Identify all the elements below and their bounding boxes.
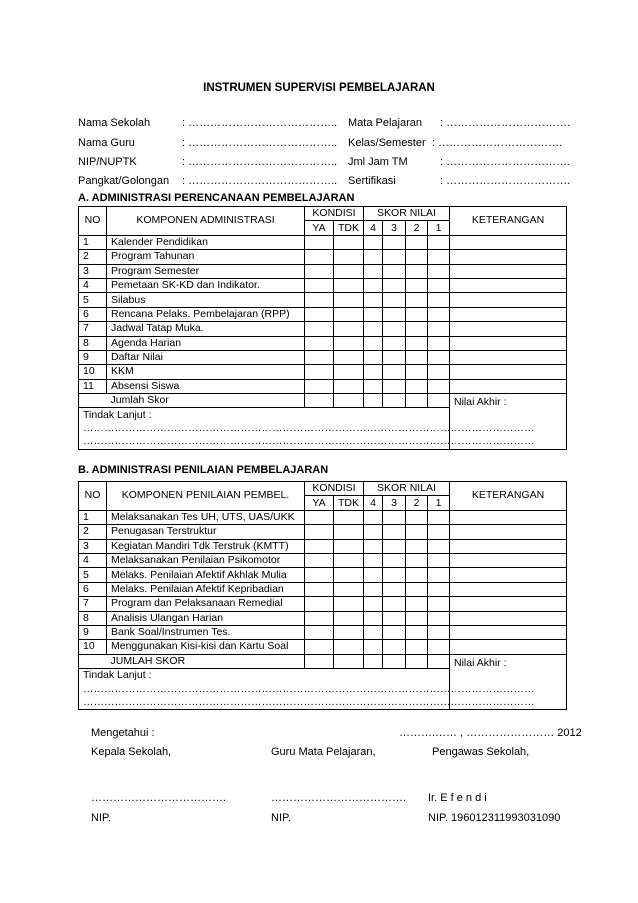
table-row	[79, 365, 567, 379]
cell-skor-3[interactable]	[383, 539, 406, 553]
pengawas-name: Ir. E f e n d i	[428, 792, 487, 804]
cell-tdk[interactable]	[334, 582, 364, 596]
row-component: Melaksanakan Tes UH, UTS, UAS/UKK	[107, 510, 305, 524]
cell-tdk[interactable]	[334, 293, 364, 307]
cell-tdk[interactable]	[334, 322, 364, 336]
cell-skor-1[interactable]	[428, 235, 450, 249]
cell-ya[interactable]	[305, 553, 334, 567]
cell-tdk[interactable]	[334, 625, 364, 639]
guru-name-line: ……………………………….	[271, 792, 407, 804]
cell-skor-3[interactable]	[383, 568, 406, 582]
info-label-kelas: Kelas/Semester	[348, 137, 426, 149]
row-component: Bank Soal/Instrumen Tes.	[107, 625, 305, 639]
row-number: 10	[79, 640, 107, 654]
cell-skor-1[interactable]	[428, 510, 450, 524]
cell-skor-1[interactable]	[428, 525, 450, 539]
cell-ya[interactable]	[305, 640, 334, 654]
table-row	[79, 625, 567, 639]
info-label-nama-guru: Nama Guru	[78, 137, 135, 149]
row-component: Penugasan Terstruktur	[107, 525, 305, 539]
header-skor-3: 3	[383, 496, 406, 510]
cell-skor-3[interactable]	[383, 365, 406, 379]
info-value-nama-guru: : …………………………………..	[182, 137, 338, 149]
info-label-nip: NIP/NUPTK	[78, 156, 137, 168]
header-komponen: KOMPONEN ADMINISTRASI	[107, 207, 305, 236]
date-line: ……….…… , …………………… 2012	[399, 727, 582, 739]
tindak-lanjut-dots-1[interactable]: …………………………………………………………………………………………………………………	[79, 682, 450, 695]
cell-skor-3[interactable]	[383, 336, 406, 350]
cell-skor-2[interactable]	[406, 539, 428, 553]
row-component: Melaks. Penilaian Afektif Akhlak Mulia	[107, 568, 305, 582]
cell-skor-2[interactable]	[406, 553, 428, 567]
row-number: 4	[79, 278, 107, 292]
cell-skor-4[interactable]	[364, 582, 383, 596]
cell-skor-2[interactable]	[406, 293, 428, 307]
cell-ya[interactable]	[305, 278, 334, 292]
cell-tdk[interactable]	[334, 365, 364, 379]
cell-skor-2[interactable]	[406, 597, 428, 611]
cell-keterangan[interactable]	[450, 235, 567, 249]
cell-ya[interactable]	[305, 525, 334, 539]
row-number: 8	[79, 336, 107, 350]
table-row	[79, 278, 567, 292]
info-value-nip: : …………………………………..	[182, 156, 338, 168]
cell-ya[interactable]	[305, 625, 334, 639]
row-number: 5	[79, 568, 107, 582]
cell-skor-4[interactable]	[364, 525, 383, 539]
section-a-table	[78, 206, 567, 450]
cell-skor-4[interactable]	[364, 611, 383, 625]
cell-skor-3[interactable]	[383, 322, 406, 336]
table-row	[79, 510, 567, 524]
row-component: Agenda Harian	[107, 336, 305, 350]
info-value-mapel: : …………………………….	[440, 117, 571, 129]
header-ya: YA	[305, 221, 334, 235]
guru-nip: NIP.	[271, 812, 291, 824]
cell-skor-1[interactable]	[428, 293, 450, 307]
cell-ya[interactable]	[305, 510, 334, 524]
cell-keterangan[interactable]	[450, 625, 567, 639]
cell-ya[interactable]	[305, 307, 334, 321]
cell-ya[interactable]	[305, 379, 334, 393]
kepsek-name-line: ……………………………….	[91, 792, 227, 804]
cell-skor-1[interactable]	[428, 582, 450, 596]
cell-tdk[interactable]	[334, 379, 364, 393]
row-component: Rencana Pelaks. Pembelajaran (RPP)	[107, 307, 305, 321]
cell-tdk[interactable]	[334, 250, 364, 264]
table-row	[79, 525, 567, 539]
row-number: 4	[79, 553, 107, 567]
cell-skor-4[interactable]	[364, 568, 383, 582]
table-row	[79, 235, 567, 249]
cell-ya[interactable]	[305, 582, 334, 596]
table-row	[79, 250, 567, 264]
row-number: 3	[79, 539, 107, 553]
cell-tdk[interactable]	[334, 640, 364, 654]
cell-ya[interactable]	[305, 235, 334, 249]
cell-ya[interactable]	[305, 539, 334, 553]
cell-skor-4[interactable]	[364, 379, 383, 393]
cell-skor-3[interactable]	[383, 525, 406, 539]
info-value-kelas: : …………………………….	[432, 137, 563, 149]
cell-skor-4[interactable]	[364, 293, 383, 307]
cell-skor-1[interactable]	[428, 307, 450, 321]
row-component: Program dan Pelaksanaan Remedial	[107, 597, 305, 611]
header-skor-1: 1	[428, 221, 450, 235]
cell-keterangan[interactable]	[450, 250, 567, 264]
cell-skor-1[interactable]	[428, 336, 450, 350]
cell-skor-4[interactable]	[364, 510, 383, 524]
cell-tdk[interactable]	[334, 307, 364, 321]
cell-skor-2[interactable]	[406, 611, 428, 625]
cell-skor-1[interactable]	[428, 611, 450, 625]
cell-tdk[interactable]	[334, 264, 364, 278]
cell-keterangan[interactable]	[450, 582, 567, 596]
table-row	[79, 379, 567, 393]
cell-skor-2[interactable]	[406, 235, 428, 249]
cell-keterangan[interactable]	[450, 264, 567, 278]
cell-ya[interactable]	[305, 350, 334, 364]
cell-ya[interactable]	[305, 365, 334, 379]
nilai-akhir-label: Nilai Akhir :	[454, 656, 507, 669]
cell-skor-1[interactable]	[428, 553, 450, 567]
row-component: Silabus	[107, 293, 305, 307]
cell-keterangan[interactable]	[450, 510, 567, 524]
cell-tdk[interactable]	[334, 235, 364, 249]
cell-skor-3[interactable]	[383, 611, 406, 625]
row-number: 7	[79, 597, 107, 611]
cell-keterangan[interactable]	[450, 365, 567, 379]
row-number: 1	[79, 510, 107, 524]
table-row	[79, 293, 567, 307]
header-no: NO	[79, 207, 107, 236]
cell-skor-4[interactable]	[364, 553, 383, 567]
cell-tdk[interactable]	[334, 539, 364, 553]
cell-skor-2[interactable]	[406, 625, 428, 639]
header-tdk: TDK	[334, 496, 364, 510]
cell-keterangan[interactable]	[450, 322, 567, 336]
table-row	[79, 611, 567, 625]
header-keterangan: KETERANGAN	[450, 482, 567, 511]
row-component: Melaksanakan Penilaian Psikomotor	[107, 553, 305, 567]
header-skor: SKOR NILAI	[364, 207, 450, 221]
row-component: KKM	[107, 365, 305, 379]
cell-skor-4[interactable]	[364, 307, 383, 321]
header-skor-2: 2	[406, 221, 428, 235]
cell-tdk[interactable]	[334, 611, 364, 625]
tindak-lanjut-label: Tindak Lanjut :	[79, 669, 450, 683]
cell-skor-2[interactable]	[406, 510, 428, 524]
cell-keterangan[interactable]	[450, 336, 567, 350]
header-skor-4: 4	[364, 221, 383, 235]
cell-skor-4[interactable]	[364, 597, 383, 611]
row-component: Absensi Siswa	[107, 379, 305, 393]
cell-skor-4[interactable]	[364, 322, 383, 336]
row-component: Kegiatan Mandiri Tdk Terstruk (KMTT)	[107, 539, 305, 553]
row-number: 1	[79, 235, 107, 249]
header-skor-2: 2	[406, 496, 428, 510]
table-row	[79, 336, 567, 350]
row-number: 2	[79, 525, 107, 539]
row-number: 8	[79, 611, 107, 625]
info-value-sertifikasi: : …………………………….	[440, 175, 571, 187]
cell-tdk[interactable]	[334, 510, 364, 524]
row-number: 9	[79, 625, 107, 639]
cell-tdk[interactable]	[334, 278, 364, 292]
table-row	[79, 322, 567, 336]
document-title: INSTRUMEN SUPERVISI PEMBELAJARAN	[203, 82, 435, 94]
pengawas-nip: NIP. 196012311993031090	[428, 812, 561, 824]
cell-skor-1[interactable]	[428, 625, 450, 639]
guru-mapel-label: Guru Mata Pelajaran,	[271, 746, 376, 758]
cell-keterangan[interactable]	[450, 611, 567, 625]
jumlah-skor-label: Jumlah Skor	[107, 394, 305, 408]
table-row	[79, 264, 567, 278]
section-b-table	[78, 481, 567, 710]
cell-skor-1[interactable]	[428, 539, 450, 553]
cell-skor-1[interactable]	[428, 278, 450, 292]
cell-tdk[interactable]	[334, 597, 364, 611]
cell-skor-4[interactable]	[364, 365, 383, 379]
row-component: Menggunakan Kisi-kisi dan Kartu Soal	[107, 640, 305, 654]
cell-skor-4[interactable]	[364, 350, 383, 364]
cell-skor-4[interactable]	[364, 278, 383, 292]
cell-skor-1[interactable]	[428, 379, 450, 393]
cell-skor-3[interactable]	[383, 597, 406, 611]
cell-skor-4[interactable]	[364, 336, 383, 350]
cell-skor-1[interactable]	[428, 365, 450, 379]
cell-skor-3[interactable]	[383, 510, 406, 524]
row-component: Jadwal Tatap Muka.	[107, 322, 305, 336]
cell-skor-1[interactable]	[428, 350, 450, 364]
cell-tdk[interactable]	[334, 525, 364, 539]
info-value-nama-sekolah: : …………………………………..	[182, 117, 338, 129]
row-number: 11	[79, 379, 107, 393]
table-row	[79, 568, 567, 582]
info-label-jam: Jml Jam TM	[348, 156, 408, 168]
table-row	[79, 350, 567, 364]
cell-skor-1[interactable]	[428, 250, 450, 264]
nilai-akhir-label: Nilai Akhir :	[454, 396, 507, 409]
header-no: NO	[79, 482, 107, 511]
cell-keterangan[interactable]	[450, 553, 567, 567]
cell-keterangan[interactable]	[450, 278, 567, 292]
section-a-heading: A. ADMINISTRASI PERENCANAAN PEMBELAJARAN	[78, 192, 355, 204]
row-component: Analisis Ulangan Harian	[107, 611, 305, 625]
cell-skor-2[interactable]	[406, 278, 428, 292]
row-number: 5	[79, 293, 107, 307]
header-skor: SKOR NILAI	[364, 482, 450, 496]
header-ya: YA	[305, 496, 334, 510]
cell-keterangan[interactable]	[450, 597, 567, 611]
row-number: 9	[79, 350, 107, 364]
cell-skor-3[interactable]	[383, 250, 406, 264]
tindak-lanjut-dots-2[interactable]: …………………………………………………………………………………………………………………	[79, 435, 450, 449]
table-row	[79, 539, 567, 553]
cell-skor-3[interactable]	[383, 264, 406, 278]
cell-keterangan[interactable]	[450, 293, 567, 307]
cell-skor-4[interactable]	[364, 264, 383, 278]
info-label-nama-sekolah: Nama Sekolah	[78, 117, 151, 129]
cell-ya[interactable]	[305, 293, 334, 307]
row-component: Melaks. Penilaian Afektif Kepribadian	[107, 582, 305, 596]
cell-ya[interactable]	[305, 264, 334, 278]
header-skor-1: 1	[428, 496, 450, 510]
row-component: Pemetaan SK-KD dan Indikator.	[107, 278, 305, 292]
mengetahui-label: Mengetahui :	[91, 727, 155, 739]
cell-keterangan[interactable]	[450, 640, 567, 654]
table-row	[79, 582, 567, 596]
row-component: Daftar Nilai	[107, 350, 305, 364]
tindak-lanjut-label: Tindak Lanjut :	[79, 408, 450, 422]
cell-skor-2[interactable]	[406, 582, 428, 596]
cell-ya[interactable]	[305, 250, 334, 264]
cell-skor-2[interactable]	[406, 322, 428, 336]
row-number: 10	[79, 365, 107, 379]
cell-ya[interactable]	[305, 568, 334, 582]
cell-skor-3[interactable]	[383, 582, 406, 596]
cell-skor-2[interactable]	[406, 264, 428, 278]
tindak-lanjut-dots-2[interactable]: …………………………………………………………………………………………………………………	[79, 696, 450, 710]
row-number: 6	[79, 307, 107, 321]
row-component: Program Semester	[107, 264, 305, 278]
cell-skor-3[interactable]	[383, 307, 406, 321]
row-component: Kalender Pendidikan	[107, 235, 305, 249]
row-component: Program Tahunan	[107, 250, 305, 264]
cell-skor-3[interactable]	[383, 640, 406, 654]
header-skor-4: 4	[364, 496, 383, 510]
cell-keterangan[interactable]	[450, 379, 567, 393]
header-komponen: KOMPONEN PENILAIAN PEMBEL.	[107, 482, 305, 511]
cell-skor-2[interactable]	[406, 250, 428, 264]
header-keterangan: KETERANGAN	[450, 207, 567, 236]
cell-skor-2[interactable]	[406, 568, 428, 582]
cell-skor-2[interactable]	[406, 307, 428, 321]
cell-keterangan[interactable]	[450, 568, 567, 582]
cell-skor-2[interactable]	[406, 350, 428, 364]
header-skor-3: 3	[383, 221, 406, 235]
kepala-sekolah-label: Kepala Sekolah,	[91, 746, 172, 758]
jumlah-skor-label: JUMLAH SKOR	[107, 654, 305, 668]
table-row	[79, 640, 567, 654]
cell-skor-3[interactable]	[383, 278, 406, 292]
cell-skor-2[interactable]	[406, 336, 428, 350]
info-label-pangkat: Pangkat/Golongan	[78, 175, 170, 187]
table-row	[79, 553, 567, 567]
cell-skor-1[interactable]	[428, 264, 450, 278]
cell-skor-1[interactable]	[428, 322, 450, 336]
cell-ya[interactable]	[305, 322, 334, 336]
cell-keterangan[interactable]	[450, 539, 567, 553]
cell-skor-3[interactable]	[383, 235, 406, 249]
kepsek-nip: NIP.	[91, 812, 111, 824]
cell-keterangan[interactable]	[450, 307, 567, 321]
cell-skor-3[interactable]	[383, 625, 406, 639]
row-number: 7	[79, 322, 107, 336]
cell-skor-3[interactable]	[383, 553, 406, 567]
cell-keterangan[interactable]	[450, 350, 567, 364]
info-label-sertifikasi: Sertifikasi	[348, 175, 396, 187]
cell-ya[interactable]	[305, 597, 334, 611]
cell-skor-1[interactable]	[428, 640, 450, 654]
cell-skor-4[interactable]	[364, 250, 383, 264]
row-number: 6	[79, 582, 107, 596]
table-row	[79, 597, 567, 611]
header-tdk: TDK	[334, 221, 364, 235]
header-kondisi: KONDISI	[305, 482, 364, 496]
row-number: 3	[79, 264, 107, 278]
table-row	[79, 307, 567, 321]
info-value-jam: : …………………………….	[440, 156, 571, 168]
cell-skor-4[interactable]	[364, 539, 383, 553]
cell-skor-3[interactable]	[383, 293, 406, 307]
info-value-pangkat: : …………………………………..	[182, 175, 338, 187]
cell-tdk[interactable]	[334, 350, 364, 364]
cell-tdk[interactable]	[334, 568, 364, 582]
info-label-mapel: Mata Pelajaran	[348, 117, 422, 129]
cell-skor-2[interactable]	[406, 365, 428, 379]
cell-skor-3[interactable]	[383, 350, 406, 364]
cell-keterangan[interactable]	[450, 525, 567, 539]
cell-ya[interactable]	[305, 611, 334, 625]
section-b-heading: B. ADMINISTRASI PENILAIAN PEMBELAJARAN	[78, 464, 329, 476]
cell-skor-2[interactable]	[406, 525, 428, 539]
header-kondisi: KONDISI	[305, 207, 364, 221]
row-number: 2	[79, 250, 107, 264]
cell-skor-1[interactable]	[428, 568, 450, 582]
cell-skor-3[interactable]	[383, 379, 406, 393]
cell-ya[interactable]	[305, 336, 334, 350]
cell-skor-4[interactable]	[364, 625, 383, 639]
cell-skor-2[interactable]	[406, 640, 428, 654]
cell-skor-2[interactable]	[406, 379, 428, 393]
cell-skor-1[interactable]	[428, 597, 450, 611]
cell-skor-4[interactable]	[364, 640, 383, 654]
tindak-lanjut-dots-1[interactable]: …………………………………………………………………………………………………………………	[79, 422, 450, 435]
cell-tdk[interactable]	[334, 336, 364, 350]
cell-tdk[interactable]	[334, 553, 364, 567]
pengawas-label: Pengawas Sekolah,	[432, 746, 530, 758]
cell-skor-4[interactable]	[364, 235, 383, 249]
